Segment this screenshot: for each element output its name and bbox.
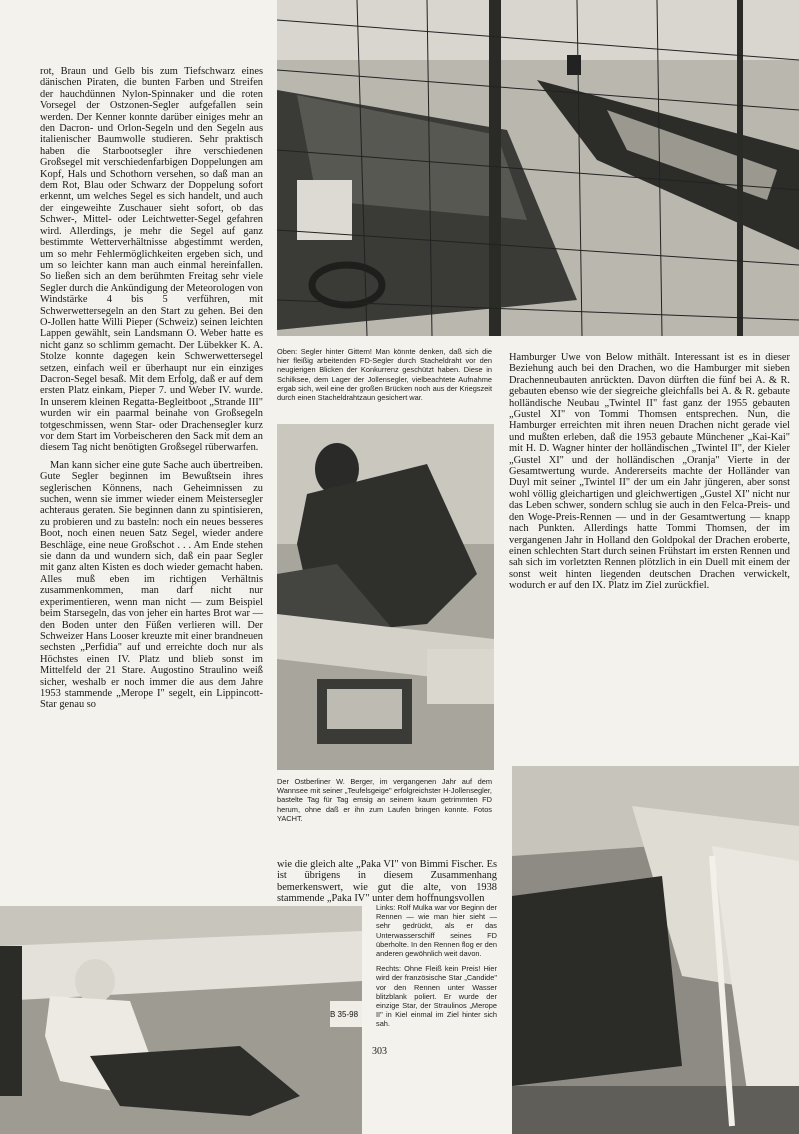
article-paragraph: Man kann sicher eine gute Sache auch übertreiben. Gute Segler beginnen im Bewußtsein ihres seglerischen Könnens, nach Geheimnissen zu suchen, wenn sie immer wieder einem Meistersegler achteraus geraten. Sie beginnen dann zu spintisieren, zu probieren und zu basteln: noch ein neues besseres Boot, noch einen neuen Satz Segel, wieder andere Beschläge, eine neue Großschot . . . Am Ende stehen sie dann da und wundern sich, daß ein paar Segler mit ganz alten Kisten es doch wieder gemacht haben. Alles muß eben im richtigen Verhältnis zusammenkommen, man darf nicht nur experimentieren, wenn man nicht — zum Beispiel beim Starsegeln, das von jeher ein hartes Brot war — den Boden unter den Füßen verlieren will. Der Schweizer Hans Looser kreuzte mit einer brandneuen sechsten „Perfidia" auf und erreichte doch nur als Höchstes einen IV. Platz und blieb sonst im Mittelfeld der 21 Stare. Augostino Straulino weiß sicher, weshalb er noch immer die aus dem Jahre 1953 stammende „Merope I" segelt, ein Lippincott-Star genau so: [40, 459, 263, 711]
caption-middle-photo: [277, 777, 492, 829]
photo-barbed-wire-dinghies: [277, 0, 799, 336]
caption-text: Der Ostberliner W. Berger, im vergangenen Jahr auf dem Wannsee mit seiner „Teufelsgeige" erfolgreichster H-Jollensegler, bastelte Tag für Tag emsig an seinem kaum getrimmten FD herum, ohne daß er ihn zum Laufen bringen konnte. Fotos YACHT.: [277, 777, 492, 823]
caption-left-photo: Links: Rolf Mulka war vor Beginn der Rennen — wie man hier sieht — sehr gedrückt, als er das Unterwasserschiff seines FD überholte. In den Rennen flog er den anderen gewöhnlich weit davon.: [376, 903, 497, 959]
caption-text: Oben: Segler hinter Gittern! Man könnte denken, daß sich die hier fleißig arbeitenden FD-Segler durch Stacheldraht vor den neugierigen Blicken der Konkurrenz geschützt haben. Diese in Schilksee, dem Lager der Jollensegler, vielbeachtete Aufnahme ergab sich, weil eine der großen Brücken noch aus der Kriegszeit durch einen Stacheldrahtzaun gesichert war.: [277, 347, 492, 403]
article-paragraph: rot, Braun und Gelb bis zum Tiefschwarz eines dänischen Piraten, die bunten Farben und Streifen der hauchdünnen Nylon-Spinnaker und die roten Vorsegel der Ostzonen-Segler aufgefallen sein werden. Der Kenner konnte darüber einiges mehr an den Dacron- und Orlon-Segeln und den Segeln aus italienischer Baumwolle studieren. Sehr praktisch haben die Starbootsegler ihre verschiedenen Großsegel mit verschiedenfarbigen Doppelungen am Kopf, Hals und Schothorn versehen, so daß man an dem Rot, Blau oder Schwarz der Doppelung sofort erkennt, um welches Segel es sich handelt, und auch der eingeweihte Zuschauer sieht sofort, ob das Schwer-, Mittel- oder Leichtwetter-Segel gefahren wird. Allerdings, je mehr die Segel auf ganz bestimmte Wetterverhältnisse abgestimmt werden, um so mehr Fehlermöglichkeiten ergeben sich, und um so leichter kann man auch einmal hereinfallen. So ließen sich an dem berühmten Freitag sehr viele Segler durch die Ankündigung der Meteorologen von Windstärke 4 bis 5 verführen, mit Schwerwettersegeln an den Start zu gehen. Bei den O-Jollen hatte Willi Pieper (Schweiz) seinen leichten Lappen gewählt, sein Landsmann O. Weber hatte es nicht ganz so schlimm gemacht. Der Lübekker K. A. Stolze konnte dagegen kein Schwerwettersegel setzen, einfach weil er überhaupt nur ein einziges Dacron-Segel besaß. Mit dem Erfolg, daß er auf dem ersten Platz einkam, Pieper 7. und Weber IV. wurde. In unserem kleinen Regatta-Begleitboot „Strande III" wurden wir ein paarmal beinahe von Großsegeln totgeschmissen, wenn Star- oder Drachensegler kurz vor dem Start im Vorbeischeren den Sack mit dem an diesem Tag nicht benötigten Großsegel rüberwarfen.: [40, 66, 263, 454]
caption-bottom-photos: [376, 903, 497, 1035]
photo-star-candide-polishing: [512, 766, 799, 1134]
photo-rolf-mulka: [0, 906, 362, 1134]
trailer-plate: B 35-98: [330, 1010, 359, 1019]
article-column-3: [509, 352, 790, 592]
article-column-2: [277, 859, 497, 905]
article-paragraph: wie die gleich alte „Paka VI" von Bimmi Fischer. Es ist übrigens in diesem Zusammenhang bemerkenswert, wie gut die alte, von 1938 stammende „Paka IV" unter dem hoffnungsvollen: [277, 859, 497, 905]
article-paragraph: Hamburger Uwe von Below mithält. Interessant ist es in dieser Beziehung auch bei den Drachen, wo die Hamburger mit sieben Drachenneubauten anrückten. Davon dürften die fünf bei A. & R. gebauten ebenso wie der siegreiche gleichfalls bei A. & R. gebaute holländische Neubau „Twintel II" fast ganz der 1955 gebauten „Gustel XI" von Tommi Thomsen entsprechen. Nun, die Hamburger erreichten mit ihren neuen Drachen nicht gerade viel und mußten erleben, daß die 1953 gebaute Münchener „Kai-Kai" mit H. D. Wagner hinter der holländischen „Twintel II", der Kieler „Gustel XI" und der holländischen „Oranja" Vierte in der Gesamtwertung wurde. Andererseits machte der Holländer van Duyl mit seiner „Twintel II" der um ein Jahr jüngeren, aber sonst wohl völlig gleichartigen und gleichwertigen „Gustel XI" nicht nur das Leben schwer, sondern schlug sie auch in den Felca-Preis- und den Woge-Preis-Rennen — und in der Gesamtwertung — knapp nach Punkten. Allerdings hatte Tommi Thomsen, der im vergangenen Jahr in Holland den Goldpokal der Drachen eroberte, einen schlechten Start durch seinen Frühstart im ersten Rennen und sah sich im vorletzten Rennen plötzlich in ein Duell mit einem der sonst weit hinten liegenden deutschen Drachen verwickelt, wodurch er auf den IX. Platz im Ziel zurückfiel.: [509, 352, 790, 592]
photo-berger-working: [277, 424, 494, 770]
caption-top-photo: [277, 347, 492, 408]
caption-right-photo: Rechts: Ohne Fleiß kein Preis! Hier wird der französische Star „Candide" vor den Rennen unter Wasser blitzblank poliert. Er wurde der einzige Star, der Straulinos „Merope II" in Kiel einmal im Ziel hinter sich sah.: [376, 964, 497, 1029]
article-column-1: [40, 66, 263, 711]
page-number: 303: [372, 1046, 387, 1057]
